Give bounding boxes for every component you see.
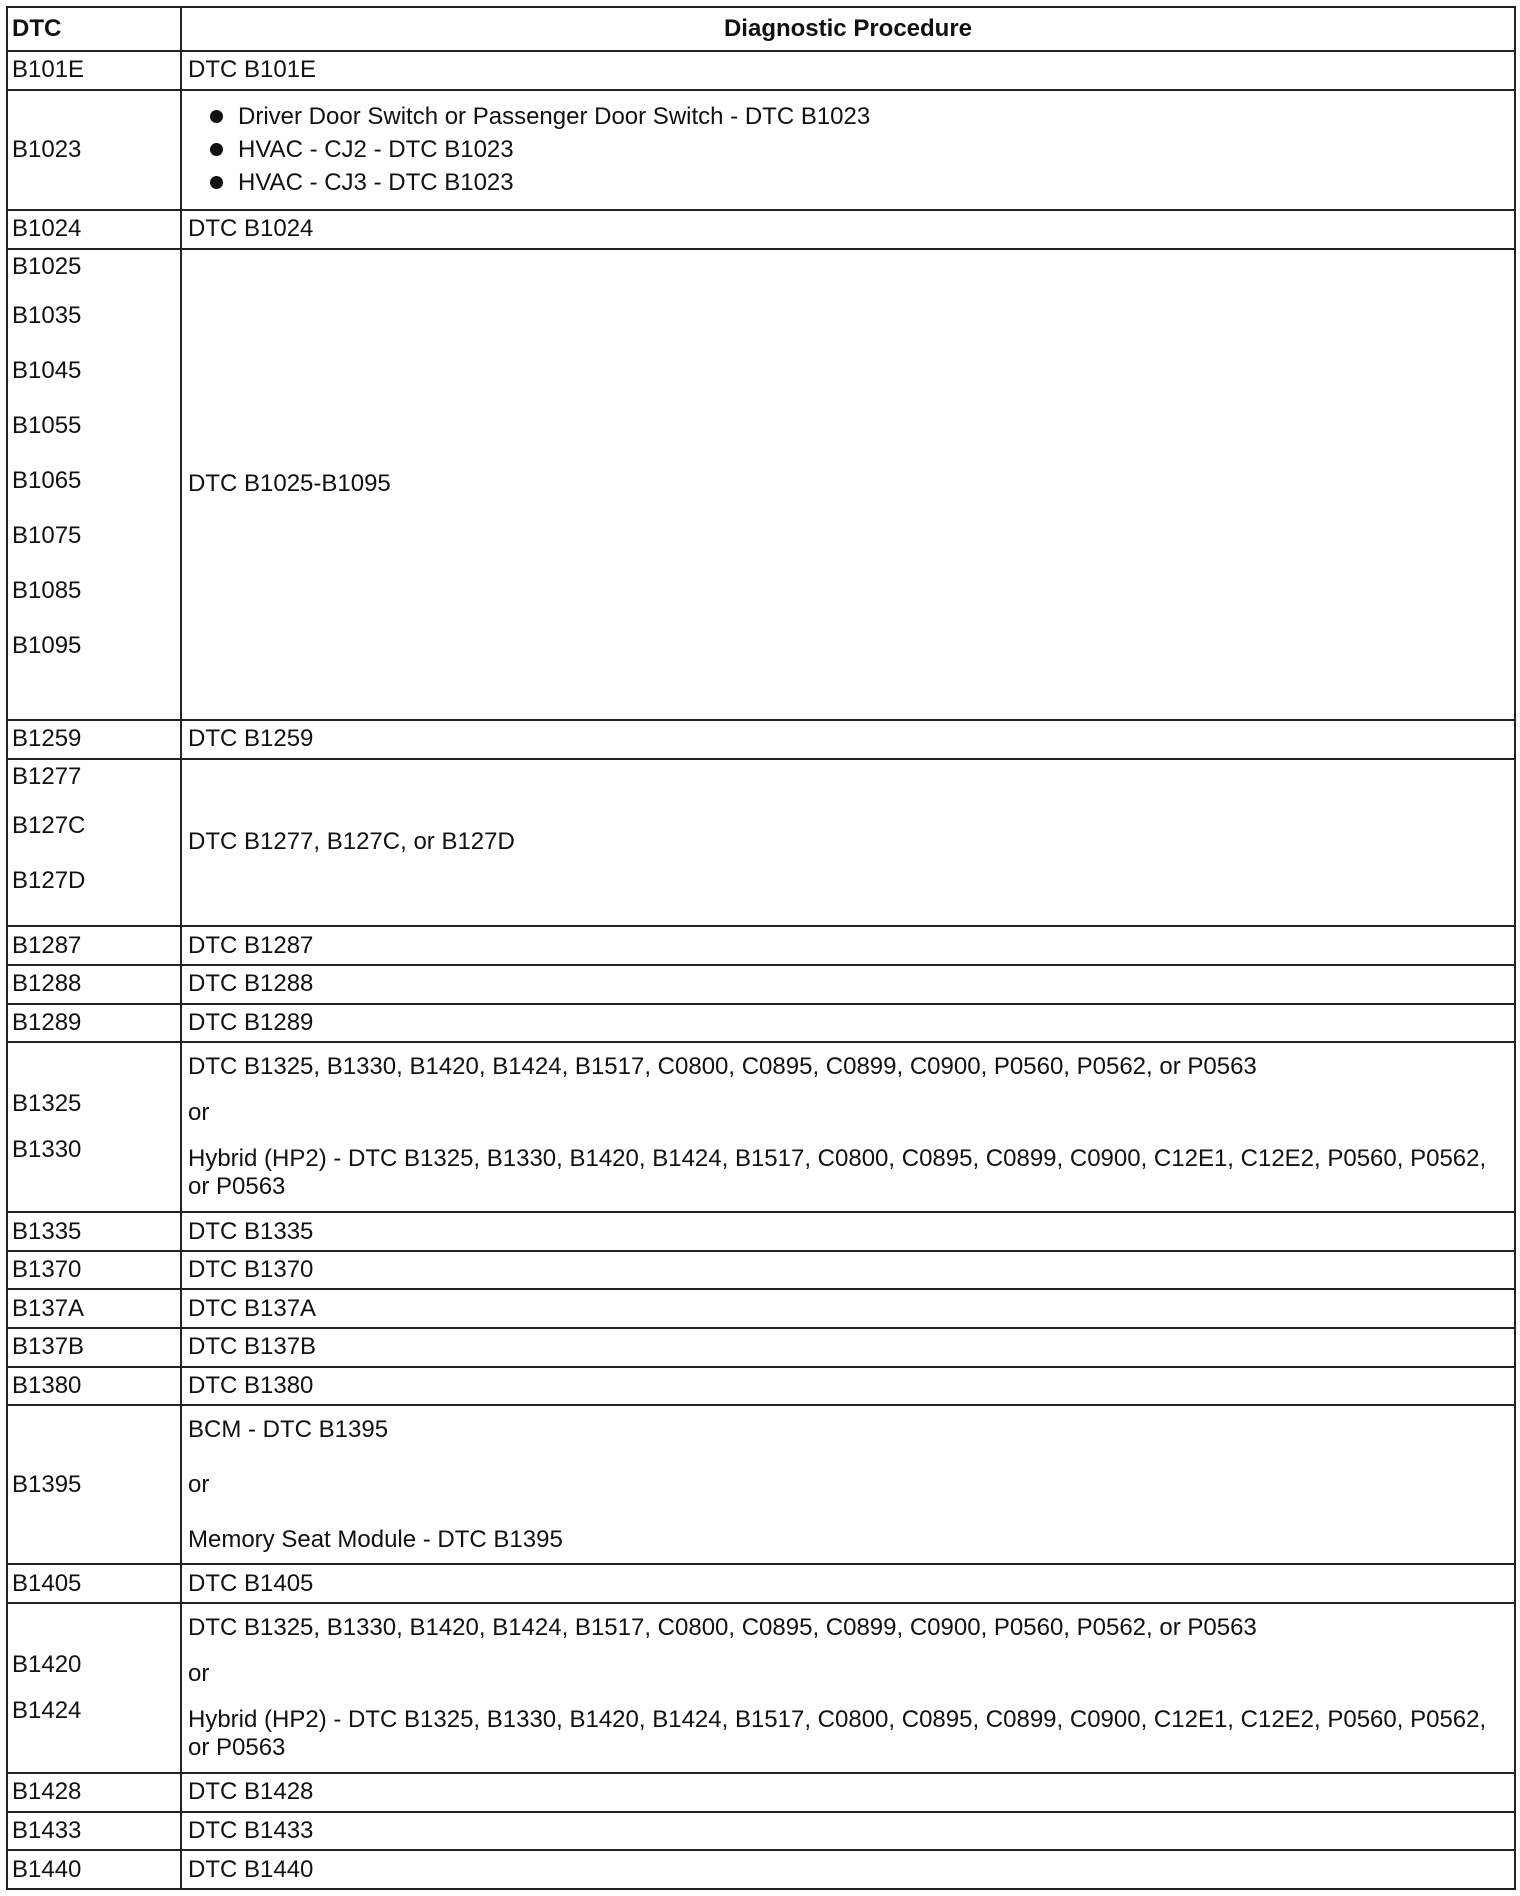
dtc-code: B1277 xyxy=(12,762,82,790)
dtc-code-cell xyxy=(7,90,181,210)
dtc-table xyxy=(6,6,1516,1890)
dtc-code-cell xyxy=(7,1289,181,1328)
dtc-code: B1289 xyxy=(12,1008,82,1036)
procedure-link[interactable]: DTC B1405 xyxy=(188,1569,314,1597)
table-row xyxy=(7,1564,1515,1603)
procedure-link[interactable]: Memory Seat Module - DTC B1395 xyxy=(188,1525,563,1553)
dtc-code-cell xyxy=(7,249,181,720)
header-diagnostic-procedure: Diagnostic Procedure xyxy=(181,7,1515,51)
table-row xyxy=(7,1850,1515,1889)
dtc-code: B1288 xyxy=(12,970,82,998)
dtc-code: B1085 xyxy=(12,576,82,604)
diagnostic-procedure-cell xyxy=(181,1812,1515,1851)
diagnostic-procedure-cell xyxy=(181,1042,1515,1212)
diagnostic-procedure-cell xyxy=(181,1850,1515,1889)
procedure-link[interactable]: DTC B1289 xyxy=(188,1008,314,1036)
dtc-code: B1330 xyxy=(12,1136,82,1164)
dtc-code: B127C xyxy=(12,811,86,839)
dtc-code-cell xyxy=(7,210,181,249)
diagnostic-procedure-cell xyxy=(181,1251,1515,1290)
procedure-link[interactable]: HVAC - CJ2 - DTC B1023 xyxy=(188,133,1508,166)
diagnostic-procedure-cell xyxy=(181,759,1515,927)
procedure-link[interactable]: DTC B101E xyxy=(188,56,317,84)
dtc-code: B1075 xyxy=(12,521,82,549)
diagnostic-procedure-cell xyxy=(181,1564,1515,1603)
diagnostic-procedure-cell xyxy=(181,1773,1515,1812)
dtc-code: B1440 xyxy=(12,1855,82,1883)
dtc-code: B1335 xyxy=(12,1217,82,1245)
procedure-link[interactable]: HVAC - CJ3 - DTC B1023 xyxy=(188,166,1508,199)
dtc-code-cell xyxy=(7,1367,181,1406)
diagnostic-procedure-cell xyxy=(181,1367,1515,1406)
dtc-code-cell xyxy=(7,51,181,90)
procedure-link[interactable]: DTC B137B xyxy=(188,1333,317,1361)
table-body xyxy=(7,51,1515,1889)
table-row xyxy=(7,1212,1515,1251)
procedure-link[interactable]: DTC B137A xyxy=(188,1294,317,1322)
table-row xyxy=(7,90,1515,210)
procedure-link[interactable]: DTC B1433 xyxy=(188,1816,314,1844)
dtc-code: B1035 xyxy=(12,301,82,329)
dtc-code-cell xyxy=(7,759,181,927)
dtc-code: B1024 xyxy=(12,215,82,243)
table-row xyxy=(7,720,1515,759)
procedure-link[interactable]: DTC B1277, B127C, or B127D xyxy=(188,828,515,856)
dtc-code-cell xyxy=(7,1212,181,1251)
dtc-code: B1045 xyxy=(12,356,82,384)
dtc-code: B1055 xyxy=(12,411,82,439)
procedure-link[interactable]: DTC B1325, B1330, B1420, B1424, B1517, C0800, C0895, C0899, C0900, P0560, P0562, or P0563 xyxy=(188,1053,1257,1081)
diagnostic-procedure-cell xyxy=(181,720,1515,759)
dtc-code-cell xyxy=(7,1773,181,1812)
procedure-link[interactable]: DTC B1259 xyxy=(188,725,314,753)
table-row xyxy=(7,1367,1515,1406)
paragraph-gap xyxy=(188,1081,1508,1099)
dtc-code: B1095 xyxy=(12,631,82,659)
table-row xyxy=(7,1603,1515,1773)
dtc-code: B1025 xyxy=(12,252,82,280)
table-row xyxy=(7,759,1515,927)
diagnostic-procedure-cell xyxy=(181,1405,1515,1564)
procedure-bullet-list xyxy=(188,100,1508,199)
procedure-link[interactable]: DTC B1287 xyxy=(188,931,314,959)
table-row xyxy=(7,926,1515,965)
dtc-code: B1395 xyxy=(12,1470,82,1498)
procedure-link[interactable]: Hybrid (HP2) - DTC B1325, B1330, B1420, B1424, B1517, C0800, C0895, C0899, C0900, C12E1, C12E2, P0560, P0562, or P0563 xyxy=(188,1705,1487,1761)
diagnostic-procedure-cell xyxy=(181,1289,1515,1328)
dtc-code: B1405 xyxy=(12,1569,82,1597)
procedure-link[interactable]: BCM - DTC B1395 xyxy=(188,1415,389,1443)
dtc-table-page xyxy=(6,6,1514,1890)
dtc-code: B1424 xyxy=(12,1696,82,1724)
paragraph-gap xyxy=(188,1642,1508,1660)
table-row xyxy=(7,1773,1515,1812)
dtc-code: B1420 xyxy=(12,1650,82,1678)
dtc-code: B1325 xyxy=(12,1090,82,1118)
dtc-code-cell xyxy=(7,1042,181,1212)
table-row xyxy=(7,249,1515,720)
dtc-code-cell xyxy=(7,965,181,1004)
procedure-link[interactable]: Driver Door Switch or Passenger Door Switch - DTC B1023 xyxy=(188,100,1508,133)
table-row xyxy=(7,210,1515,249)
procedure-link[interactable]: DTC B1370 xyxy=(188,1256,314,1284)
dtc-code: B1433 xyxy=(12,1816,82,1844)
procedure-link[interactable]: DTC B1024 xyxy=(188,215,314,243)
table-row xyxy=(7,1289,1515,1328)
dtc-code: B1370 xyxy=(12,1256,82,1284)
header-dtc: DTC xyxy=(7,7,181,51)
or-separator: or xyxy=(188,1470,210,1498)
paragraph-gap xyxy=(188,1444,1508,1471)
paragraph-gap xyxy=(188,1688,1508,1706)
table-row xyxy=(7,1251,1515,1290)
diagnostic-procedure-cell xyxy=(181,1328,1515,1367)
procedure-link[interactable]: DTC B1440 xyxy=(188,1855,314,1883)
dtc-code: B1259 xyxy=(12,725,82,753)
procedure-link[interactable]: Hybrid (HP2) - DTC B1325, B1330, B1420, B1424, B1517, C0800, C0895, C0899, C0900, C12E1, C12E2, P0560, P0562, or P0563 xyxy=(188,1145,1487,1201)
dtc-code: B1287 xyxy=(12,931,82,959)
procedure-link[interactable]: DTC B1335 xyxy=(188,1217,314,1245)
table-row xyxy=(7,1042,1515,1212)
procedure-link[interactable]: DTC B1428 xyxy=(188,1778,314,1806)
dtc-code: B137A xyxy=(12,1294,85,1322)
dtc-code-cell xyxy=(7,1850,181,1889)
diagnostic-procedure-cell xyxy=(181,249,1515,720)
dtc-code: B1380 xyxy=(12,1372,82,1400)
header-row xyxy=(7,7,1515,51)
or-separator: or xyxy=(188,1099,210,1127)
dtc-code: B1065 xyxy=(12,466,82,494)
procedure-link[interactable]: DTC B1288 xyxy=(188,970,314,998)
diagnostic-procedure-cell xyxy=(181,90,1515,210)
dtc-code-cell xyxy=(7,1812,181,1851)
table-row xyxy=(7,965,1515,1004)
diagnostic-procedure-cell xyxy=(181,1603,1515,1773)
table-row xyxy=(7,1004,1515,1043)
dtc-code: B137B xyxy=(12,1333,85,1361)
or-separator: or xyxy=(188,1659,210,1687)
diagnostic-procedure-cell xyxy=(181,51,1515,90)
paragraph-gap xyxy=(188,1499,1508,1526)
diagnostic-procedure-cell xyxy=(181,965,1515,1004)
dtc-code-cell xyxy=(7,926,181,965)
dtc-code: B1428 xyxy=(12,1778,82,1806)
dtc-code: B1023 xyxy=(12,135,82,163)
table-row xyxy=(7,1812,1515,1851)
dtc-code: B101E xyxy=(12,56,85,84)
dtc-code-cell xyxy=(7,1405,181,1564)
procedure-link[interactable]: DTC B1025-B1095 xyxy=(188,470,391,498)
table-row xyxy=(7,1405,1515,1564)
dtc-code-cell xyxy=(7,1603,181,1773)
procedure-link[interactable]: DTC B1325, B1330, B1420, B1424, B1517, C0800, C0895, C0899, C0900, P0560, P0562, or P0563 xyxy=(188,1613,1257,1641)
dtc-code-cell xyxy=(7,1564,181,1603)
table-row xyxy=(7,1328,1515,1367)
paragraph-gap xyxy=(188,1127,1508,1145)
diagnostic-procedure-cell xyxy=(181,926,1515,965)
dtc-code-cell xyxy=(7,1328,181,1367)
dtc-code-cell xyxy=(7,1004,181,1043)
procedure-link[interactable]: DTC B1380 xyxy=(188,1372,314,1400)
dtc-code-cell xyxy=(7,1251,181,1290)
table-row xyxy=(7,51,1515,90)
dtc-code: B127D xyxy=(12,866,86,894)
dtc-code-cell xyxy=(7,720,181,759)
diagnostic-procedure-cell xyxy=(181,1212,1515,1251)
diagnostic-procedure-cell xyxy=(181,1004,1515,1043)
diagnostic-procedure-cell xyxy=(181,210,1515,249)
